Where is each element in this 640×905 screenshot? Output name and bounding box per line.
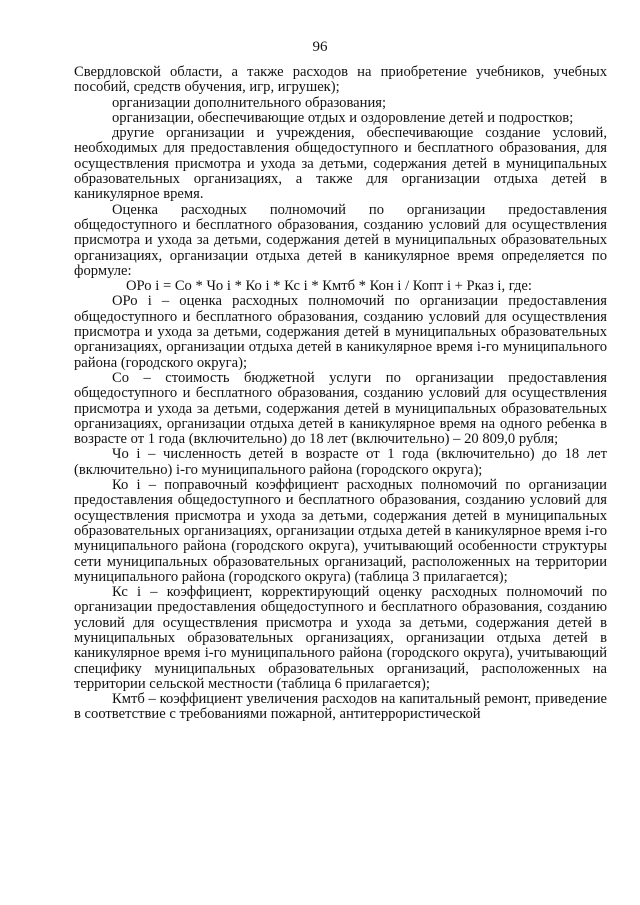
paragraph: Со – стоимость бюджетной услуги по организации предоставления общедоступного и бесплатного образования, созданию условий для осуществления присмотра и ухода за детьми, содержания детей в муниципальных образовательных организациях, организации отдыха детей в каникулярное время на одного ребенка в возрасте от 1 года (включительно) до 18 лет (включительно) – 20 809,0 рубля; bbox=[74, 369, 607, 448]
paragraph: Чо i – численность детей в возрасте от 1 года (включительно) до 18 лет (включительно) i-го муниципального района (городского округа); bbox=[74, 446, 607, 478]
paragraph: Оценка расходных полномочий по организации предоставления общедоступного и бесплатного образования, созданию условий для осуществления присмотра и ухода за детьми, содержания детей в муниципальных образовательных организациях, организации отдыха детей в каникулярное время определяется по формуле: bbox=[74, 201, 607, 279]
paragraph: ОРо i – оценка расходных полномочий по организации предоставления общедоступного и бесплатного образования, созданию условий для осуществления присмотра и ухода за детьми, содержания детей в муниципальных образовательных организациях, организации отдыха детей в каникулярное время i-го муниципального района (городского округа); bbox=[74, 293, 607, 371]
paragraph: другие организации и учреждения, обеспечивающие создание условий, необходимых для предоставления общедоступного и бесплатного образования, для осуществления присмотра и ухода за детьми, содержания детей в муниципальных образовательных организациях, а также для организации отдыха детей в каникулярное время. bbox=[74, 125, 607, 203]
paragraph: Свердловской области, а также расходов на приобретение учебников, учебных пособий, средств обучения, игр, игрушек); bbox=[74, 64, 607, 96]
paragraph: организации дополнительного образования; bbox=[112, 94, 387, 111]
document-body bbox=[74, 65, 607, 723]
page-number: 96 bbox=[312, 39, 328, 55]
formula: ОРо i = Со * Чо i * Ко i * Кс i * Кмтб * Кон i / Копт i + Рказ i, где: bbox=[126, 278, 532, 295]
paragraph: Ко i – поправочный коэффициент расходных полномочий по организации предоставления общедоступного и бесплатного образования, созданию условий для осуществления присмотра и ухода за детьми, содержания детей в муниципальных образовательных организациях, организации отдыха детей в каникулярное время i-го муниципального района (городского округа), учитывающий особенности структуры сети муниципальных образовательных организаций, расположенных на территории муниципального района (городского округа) (таблица 3 прилагается); bbox=[74, 477, 607, 585]
paragraph: Кмтб – коэффициент увеличения расходов на капитальный ремонт, приведение в соответствие с требованиями пожарной, антитеррористической bbox=[74, 691, 607, 723]
paragraph: организации, обеспечивающие отдых и оздоровление детей и подростков; bbox=[112, 109, 574, 126]
paragraph: Кс i – коэффициент, корректирующий оценку расходных полномочий по организации предоставления общедоступного и бесплатного образования, созданию условий для осуществления присмотра и ухода за детьми, содержания детей в муниципальных образовательных организациях, организации отдыха детей в каникулярное время i-го муниципального района (городского округа), учитывающий специфику муниципальных образовательных организаций, расположенных на территории сельской местности (таблица 6 прилагается); bbox=[74, 584, 607, 692]
